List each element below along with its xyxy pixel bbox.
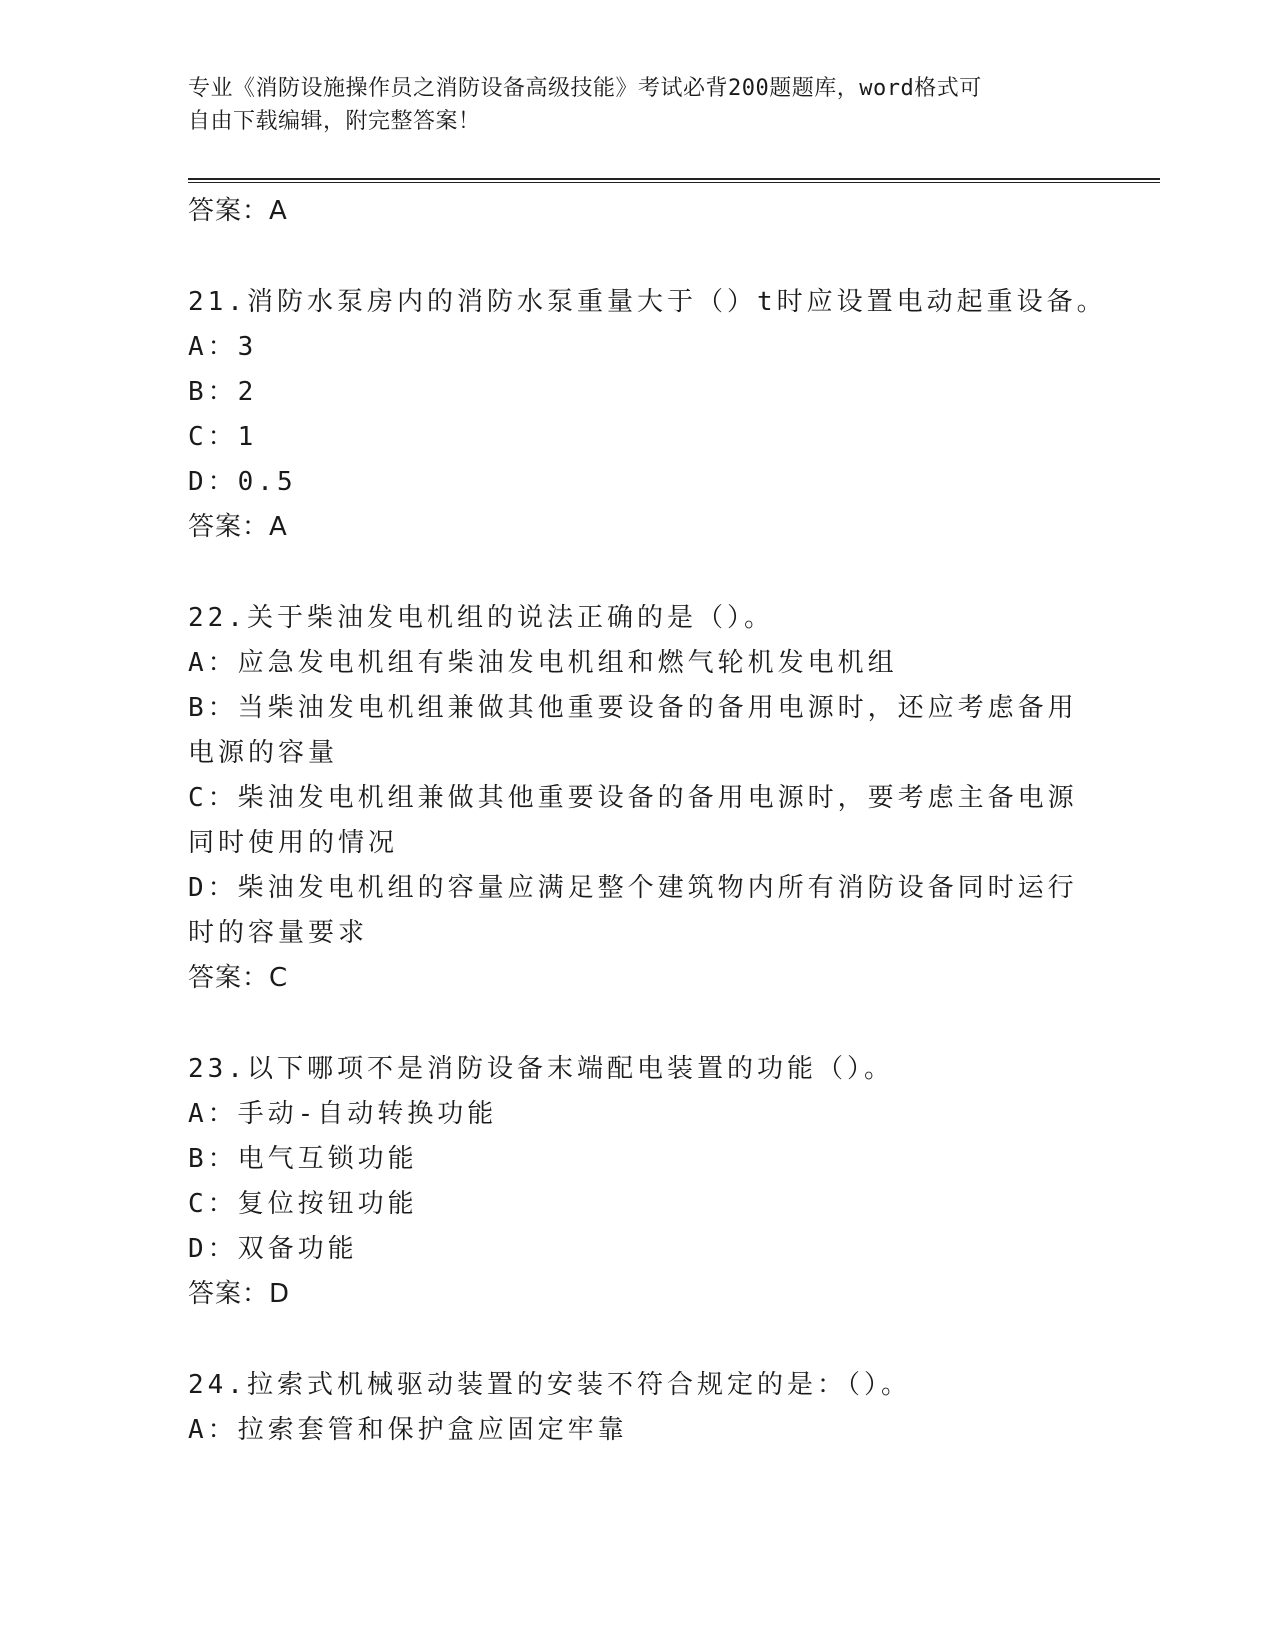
question-list [188,189,1107,1453]
question-stem: 22.关于柴油发电机组的说法正确的是（）。 [188,603,774,633]
question-block [188,1047,1088,1317]
option-d: D：双备功能 [188,1234,358,1264]
header-divider [188,178,1160,183]
option-b: B：电气互锁功能 [188,1144,418,1174]
spacer [188,1317,1088,1363]
option-c: C：复位按钮功能 [188,1189,418,1219]
option-c: C：1 [188,422,258,452]
answer-line: 答案：C [188,963,289,993]
option-b: B：2 [188,377,258,407]
question-block [188,596,1088,1001]
answer-line: 答案：A [188,196,288,226]
option-b: B：当柴油发电机组兼做其他重要设备的备用电源时，还应考虑备用电源的容量 [188,693,1078,768]
option-a: A：3 [188,332,258,362]
answer-line: 答案：D [188,1279,291,1309]
header-line-1: 专业《消防设施操作员之消防设备高级技能》考试必背200题题库，word格式可 [188,76,982,101]
spacer [188,234,1088,280]
option-a: A：应急发电机组有柴油发电机组和燃气轮机发电机组 [188,648,898,678]
question-stem: 23.以下哪项不是消防设备末端配电装置的功能（）。 [188,1054,894,1084]
question-stem: 24.拉索式机械驱动装置的安装不符合规定的是：（）。 [188,1370,911,1400]
question-block [188,280,1107,550]
option-d: D：柴油发电机组的容量应满足整个建筑物内所有消防设备同时运行时的容量要求 [188,873,1078,948]
question-stem: 21.消防水泵房内的消防水泵重量大于（）t时应设置电动起重设备。 [188,287,1107,317]
spacer [188,550,1088,596]
answer-line: 答案：A [188,512,288,542]
document-header [188,72,1068,138]
option-a: A：手动-自动转换功能 [188,1099,498,1129]
spacer [188,1001,1088,1047]
question-block [188,1363,1088,1453]
header-line-2: 自由下载编辑，附完整答案！ [188,109,481,134]
option-d: D：0.5 [188,467,297,497]
option-c: C：柴油发电机组兼做其他重要设备的备用电源时，要考虑主备电源同时使用的情况 [188,783,1078,858]
option-a: A：拉索套管和保护盒应固定牢靠 [188,1415,628,1445]
